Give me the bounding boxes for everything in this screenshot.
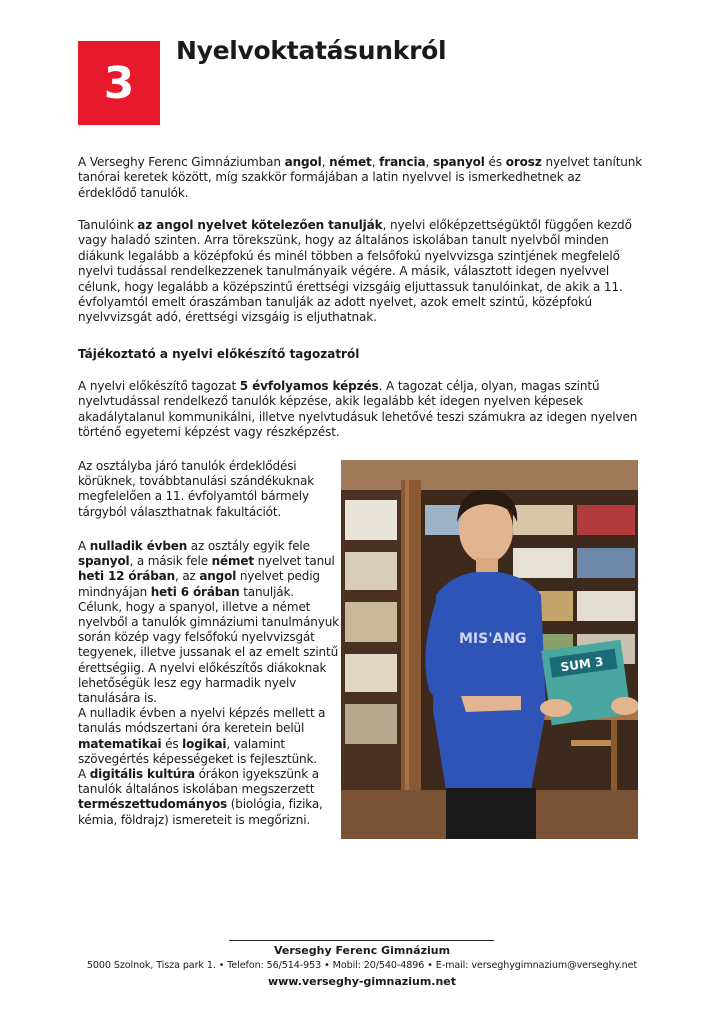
shirt-print: MIS'ANG — [459, 631, 527, 647]
paragraph-electives: Az osztályba járó tanulók érdeklődési körüknek, továbbtanulási szándékuknak megfelelően a 11. évfolyamtól bármely tárgyból választhatnak fakultációt. — [78, 459, 315, 519]
paragraph-english: Tanulóink az angol nyelvet kötelezően tanulják, nyelvi előképzettségüktől függően kezdő vagy haladó szinten. Arra törekszünk, hogy az általános iskolában tanult nyelvből minden diákunk legalább a középfokú és minél többen a felsőfokú nyelvvizsga szintjének megfelelő nyelvi tudással rendelkezzenek tanulmányaik végére. A másik, választott idegen nyelvvel célunk, hogy legalább a középszintű érettségi vizsgáig eljuttassuk tanulóinkat, de akik a 11. évfolyamtól emelt óraszámban tanulják az adott nyelvet, azok emelt szintű, középfokú nyelvvizsgát adó, érettségi vizsgáig is eljuthatnak. — [78, 218, 632, 325]
footer-website: www.verseghy-gimnazium.net — [267, 975, 457, 988]
page-title: Nyelvoktatásunkról — [176, 36, 447, 65]
footer-contact: 5000 Szolnok, Tisza park 1. • Telefon: 56/514-953 • Mobil: 20/540-4896 • E-mail: verseghygimnazium@verseghy.net — [86, 960, 638, 971]
section-number-badge: 3 — [78, 41, 160, 125]
paragraph-prep-program: A nyelvi előkészítő tagozat 5 évfolyamos képzés. A tagozat célja, olyan, magas szintű nyelvtudással rendelkező tanulók képzése, akik legalább két idegen nyelven képesek akadálytalanul kommunikálni, illetve nyelvtudásuk lehetővé teszi számukra az idegen nyelven történő egyetemi képzést vagy részképzést. — [78, 379, 638, 440]
footer-divider — [229, 940, 494, 941]
section-subheading: Tájékoztató a nyelvi előkészítő tagozatról — [78, 347, 360, 361]
footer-school-name: Verseghy Ferenc Gimnázium — [273, 944, 451, 957]
student-library-photo — [341, 460, 638, 839]
magazine-cover-title: SUM 3 — [559, 654, 605, 675]
paragraph-year-zero: A nulladik évben az osztály egyik fele spanyol, a másik fele német nyelvet tanul heti 12 órában, az angol nyelvet pedig mindnyájan heti 6 órában tanulják. Célunk, hogy a spanyol, illetve a német nyelvből a tanulók gimnáziumi tanulmányuk során közép vagy felsőfokú nyelvvizsgát tegyenek, illetve jussanak el az emelt szintű érettségiig. A nyelvi előkészítős diákoknak lehetőségük lesz egy harmadik nyelv tanulására is. A nulladik évben a nyelvi képzés mellett a tanulás módszertani óra keretein belül matematikai és logikai, valamint szövegértés képességeket is fejlesztünk. A digitális kultúra órákon igyekszünk a tanulók általános iskolában megszerzett természettudományos (biológia, fizika, kémia, földrajz) ismereteit is megőrizni. — [78, 539, 339, 827]
paragraph-languages: A Verseghy Ferenc Gimnáziumban angol, német, francia, spanyol és orosz nyelvet tanítunk tanórai keretek között, míg szakkör formájában a latin nyelvvel is ismerkedhetnek az érdeklődő tanulók. — [78, 155, 643, 200]
